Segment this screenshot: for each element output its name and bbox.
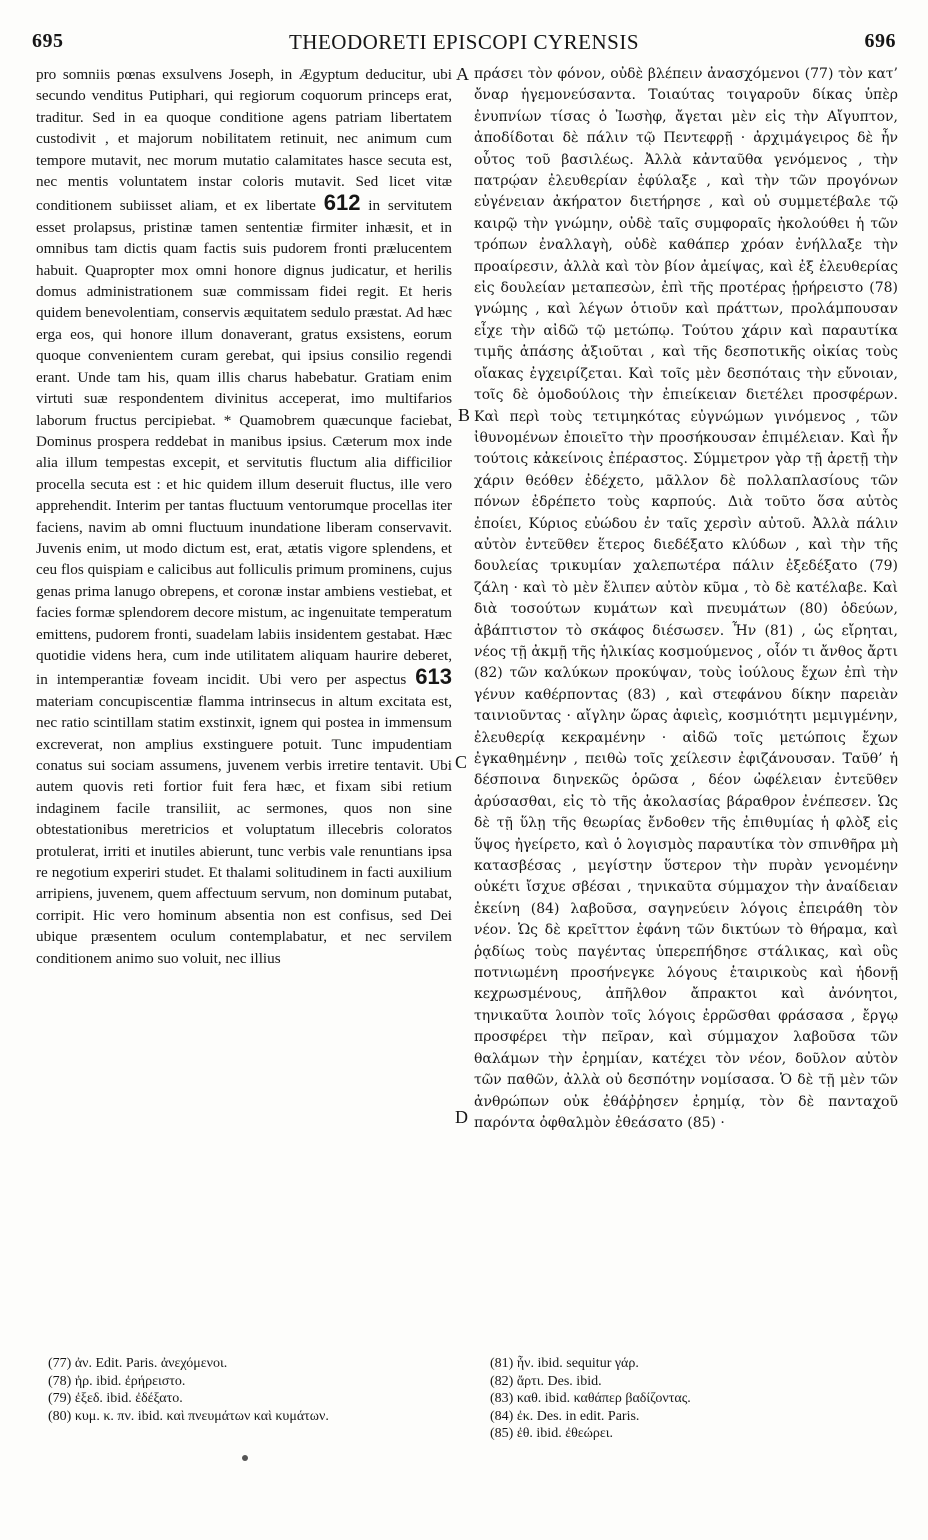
column-number-612: 612 xyxy=(323,190,361,216)
running-header xyxy=(32,30,896,60)
footnote-82: (82) ἄρτι. Des. ibid. xyxy=(490,1373,602,1389)
margin-letter-a: A xyxy=(456,64,469,84)
page-number-right: 696 xyxy=(864,30,896,52)
ink-dot xyxy=(242,1455,248,1461)
footnotes-right xyxy=(490,1355,898,1443)
margin-letter-c: C xyxy=(455,752,468,772)
footnote-81: (81) ἦν. ibid. sequitur γάρ. xyxy=(490,1356,639,1371)
latin-text-part-1: pro somniis pœnas exsulvens Joseph, in Ægyptum deducitur, ubi secundo venditus Putiphari, qui regiorum coquorum princeps erat, traditur. Sed in ea quoque conditione agens patriam libertatem custodivit , et majorum nobilitatem retinuit, nec animum cum tempore mutavit, nec morum mutatio calamitates hasce secuta est, nec mentis voluntatem instar coloris mutavit. Sed licet vitæ conditionem subiisset aliam, et ex libertate xyxy=(36,66,452,215)
column-number-613: 613 xyxy=(415,664,453,690)
page-number-left: 695 xyxy=(32,30,64,52)
footnote-85: (85) ἐθ. ibid. ἐθεώρει. xyxy=(490,1426,613,1441)
greek-column xyxy=(474,64,898,1348)
footnote-83: (83) καθ. ibid. καθάπερ βαδίζοντας. xyxy=(490,1391,691,1406)
footnote-77: (77) ἀν. Edit. Paris. ἀνεχόμενοι. xyxy=(48,1356,228,1371)
running-title: THEODORETI EPISCOPI CYRENSIS xyxy=(288,30,640,54)
footnote-80: (80) κυμ. κ. πν. ibid. καὶ πνευμάτων καὶ κυμάτων. xyxy=(48,1408,329,1424)
footnote-79: (79) ἐξεδ. ibid. ἐδέξατο. xyxy=(48,1391,183,1406)
margin-letter-d: D xyxy=(455,1107,468,1127)
footnotes-left xyxy=(48,1355,456,1425)
greek-text: πράσει τὸν φόνον, οὐδὲ βλέπειν ἀνασχόμενοι (77) τὸν κατ’ ὄναρ ἡγεμονεύσαντα. Τοιαύτας τοιγαροῦν δίκας ὑπὲρ ἐνυπνίων τίσας ὁ Ἰωσὴφ, ἄγεται μὲν εἰς τὴν Αἴγυπτον, ἀποδίδοται δὲ πάλιν τῷ Πεντεφρῇ · ἀρχιμάγειρος δὲ ἦν οὗτος τοῦ βασιλέως. Ἀλλὰ κἀνταῦθα γενόμενος , τὴν πατρῴαν ἐλευθερίαν ἐφύλαξε , καὶ τὴν τῶν προγόνων εὐγένειαν ἀκήρατον διετήρησε , καὶ οὐ συμμετέβαλε τῷ καιρῷ τὴν γνώμην, οὐδὲ ταῖς συμφοραῖς ἠκολούθει ἡ τῶν τρόπων ἐναλλαγὴ, οὐδὲ καθάπερ χρόαν ἐνήλλαξε τὴν προαίρεσιν, ἀλλὰ καὶ τὸν βίον ἀμείψας, καὶ ἐξ ἐλευθερίας εἰς δουλείαν μεταπεσὼν, ἐπὶ τῆς προτέρας ᾑρήρειστο (78) γνώμης , καὶ λέγων ὁτιοῦν καὶ πράττων, προλάμπουσαν εἶχε τὴν αἰδῶ τῷ μετώπῳ. Τούτου χάριν καὶ παραυτίκα τιμῆς ἁπάσης ἀξιοῦται , καὶ τῆς δεσποτικῆς οἰκίας τοὺς οἴακας ἐγχειρίζεται. Καὶ τοῖς μὲν δεσπόταις τὴν εὔνοιαν, τοῖς δὲ ὁμοδούλοις τὴν ἐπιείκειαν διετέλει προσφέρων. Καὶ περὶ τοὺς τετιμηκότας εὐγνώμων γινόμενος , τῶν ἰθυνομένων ἐποιεῖτο τὴν προσήκουσαν ἐπιμέλειαν. Καὶ ἦν τούτοις κἀκείνοις ἐπέραστος. Σύμμετρον γὰρ τῇ ἀρετῇ τὴν χάριν θεόθεν ἐδέχετο, μᾶλλον δὲ πολλαπλασίους τῶν πόνων ἐδρέπετο τοὺς καρπούς. Διὰ τοῦτο ὅσα αὐτὸς ἐποίει, Κύριος εὐώδου ἐν ταῖς χερσὶν αὐτοῦ. Ἀλλὰ πάλιν αὐτὸν ἐντεῦθεν ἕτερος διεδέξατο κλύδων , καὶ τὴν τῆς δουλείας τρικυμίαν χαλεπωτέρα πάλιν ἐξεδέξατο (79) ζάλη · καὶ τὸ μὲν ἔλιπεν αὐτὸν κῦμα , τὸ δὲ κατέλαβε. Καὶ διὰ τοσούτων κυμάτων καὶ πνευμάτων (80) ὁδεύων, ἀβάπτιστον τὸ σκάφος διέσωσεν. Ἦν (81) , ὡς εἴρηται, νέος τῇ ἀκμῇ τῆς ἡλικίας κοσμούμενος , οἷόν τι ἄνθος ἄρτι (82) τῶν καλύκων προκύψαν, τοὺς ἰούλους ἔχων ἐπὶ τὴν γένυν καθέρποντας (83) , καὶ στεφάνου δίκην παρειὰν ταινιοῦντας · αἴγλην ὥρας ἀφιεὶς, κοσμιότητι μεμιγμένην, ἐλευθερίᾳ κεκραμένην · αἰδῶ τοῖς μετώποις ἔχων ἐγκαθημένην , πειθὼ τοῖς χείλεσιν ἐφιζάνουσαν. Ταῦθ’ ἡ δέσποινα διηνεκῶς ὁρῶσα , δέον ὠφέλειαν ἐντεῦθεν ἀρύσασθαι, εἰς τὸ τῆς ἀκολασίας βάραθρον ἐνέπεσεν. Ὡς δὲ τῇ ὕλῃ τῆς θεωρίας ἔνδοθεν τῆς ἐπιθυμίας ἡ φλὸξ εἰς ὕψος ἠγείρετο, καὶ ὁ λογισμὸς παραυτίκα τὸν σπινθῆρα μὴ κατασβέσας , μεγίστην ὕστερον τὴν πυρὰν γενομένην οὐκέτι ἴσχυε σβέσαι , τηνικαῦτα σύμμαχον τὴν ἀναίδειαν ἐκείνη (84) λαβοῦσα, σαγηνεύειν λόγοις ἐπειράθη τὸν νέον. Ὡς δὲ κρεῖττον ἐφάνη τῶν δικτύων τὸ θήραμα, καὶ ῥᾳδίως τοὺς παγέντας ὑπερεπήδησε στάλικας, καὶ οὓς ποτνιωμένη προσήνεγκε λόγους ἑταιρικοὺς καὶ ἡδονῇ κεχρωσμένους, ἀπῆλθον ἄπρακτοι καὶ ἀνόνητοι, τηνικαῦτα λοιπὸν τοῖς λόγοις ἐρρῶσθαι φράσασα , ἔργῳ προσφέρει τὴν πεῖραν, καὶ σύμμαχον λαβοῦσα τῶν θαλάμων τὴν ἐρημίαν, κατέχει τὸν νέον, δοῦλον αὐτὸν τῶν παθῶν, ἀλλὰ οὐ δεσπότην νομίσασα. Ὁ δὲ τῇ μὲν τῶν ἀνθρώπων οὐκ ἐθάῤῥησεν ἐρημίᾳ, τὸν δὲ πανταχοῦ παρόντα ὀφθαλμὸν ἐθεάσατο (85) · xyxy=(474,66,898,1131)
margin-letter-b: B xyxy=(458,405,471,425)
latin-text-part-3: materiam concupiscentiæ flamma intrinsecus in altum excitata est, nec ratio scintillam statim exstinxit, ignem qui postea in immensum excreverat, non amplius exstinguere potuit. Tunc impudentiam conatus sui sociam assumens, juvenem verbis irretire tentavit. Ubi autem quovis reti fortior fuit fera hæc, et fixam sibi retium indaginem facile transiliit, ac sermones, quos non sine obtestationibus meretricios et voluptatum illecebris coloratos protulerat, irriti et inutiles abierunt, tunc verbis vale renuntians ipsa re negotium experiri studet. Et thalami solitudinem in facti auxilium arripiens, juvenem, quem affectuum servum, non dominum putabat, corripit. Hic vero hominum absentia non est confisus, sed Dei ubique præsentem oculum contemplabatur, et nec servilem conditionem animo suo voluit, nec illius xyxy=(36,692,452,967)
footnote-78: (78) ἠρ. ibid. ἐρήρειστο. xyxy=(48,1373,186,1389)
latin-column xyxy=(36,64,452,1348)
footnote-84: (84) ἐκ. Des. in edit. Paris. xyxy=(490,1408,640,1424)
latin-text-part-2: in servitutem esset prolapsus, pristinæ tamen sententiæ firmiter inhæsit, et in omnibus tam dictis quam factis suis pudorem fronti prælucentem habuit. Quapropter mox omni honore dignus judicatur, et herilis domus administrationem suæ commissam fidei regit. Et heris quidem benevolentiam, conservis æquitatem sedulo præstat. Ad hæc erga eos, qui honore illum donaverant, gratus exsistens, eorum quoque convenientem curam gerebat, qui ipsius consilio regendi erant. Unde tam his, quam illis charus habebatur. Gratiam enim virtuti suæ respondentem divinitus acceperat, imo multifarios laborum fructus percipiebat. * Quamobrem quæcunque faciebat, Dominus prospera reddebat in manibus ipsius. Cæterum mox inde alia illum tempestas excepit, et servitutis fluctum alia difficilior procella secuta est : et hic quidem illum deseruit fluctus, ille vero apprehendit. Interim per tantas fluctuum ventorumque procellas iter faciens, navim ab omni fluctuum inundatione liberam conservavit. Juvenis enim, ut modo dictum est, erat, ætatis vigore splendens, et ceu flos quispiam e calicibus aut folliculis primum prominens, cujus genas prima lanugo obrepens, et coronæ instar ambiens vestiebat, et facies formæ splendorem decore mistum, ac ingenuitate temperatum emittens, pudorem fronti, suadelam labiis insidentem gestabat. Hæc quotidie videns hera, cum inde utilitatem aliquam haurire deberet, in intemperantiæ foveam incidit. Ubi vero per aspectus xyxy=(36,197,453,689)
latin-text xyxy=(36,64,452,969)
